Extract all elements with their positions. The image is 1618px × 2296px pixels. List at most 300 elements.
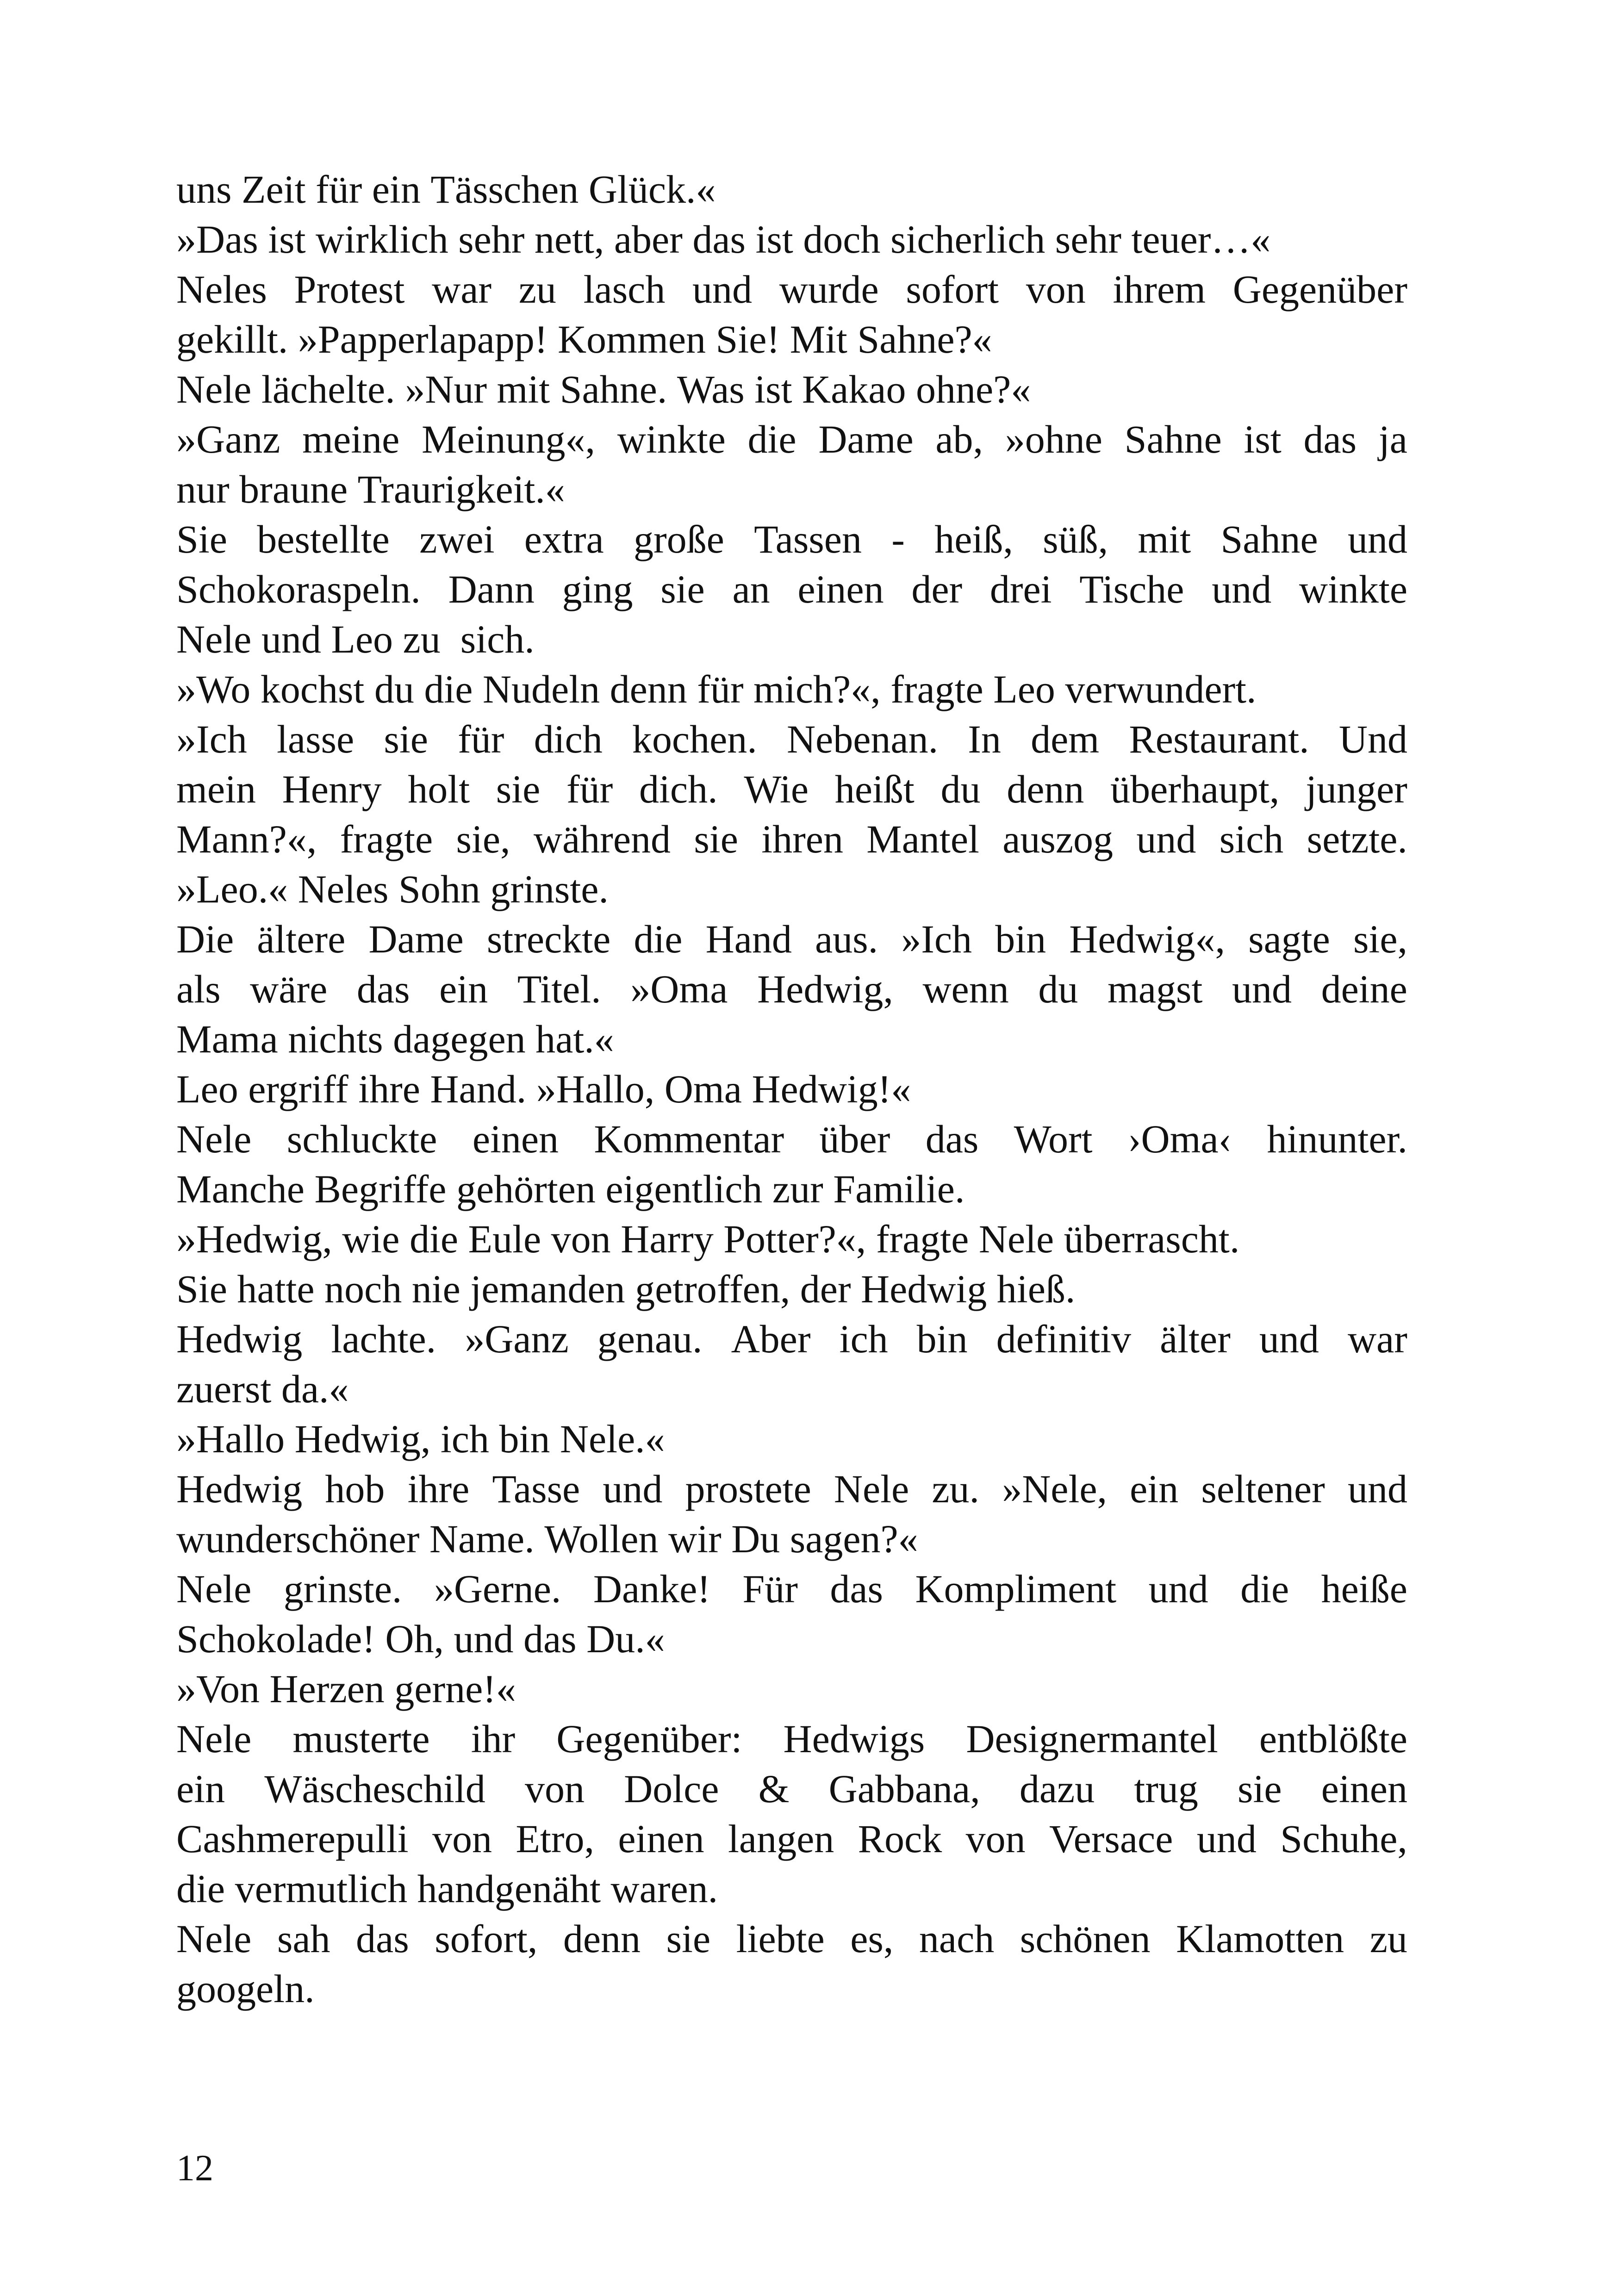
word: sicherlich xyxy=(890,217,1045,261)
word: braune xyxy=(239,467,348,511)
text-line xyxy=(176,664,1407,714)
word: einen xyxy=(797,567,884,611)
word: Versace xyxy=(1049,1817,1173,1861)
word: bin xyxy=(995,917,1046,961)
word: handgenäht xyxy=(417,1867,601,1911)
word: das xyxy=(925,1117,979,1161)
word: fragte xyxy=(340,817,433,861)
word: die xyxy=(747,417,797,461)
word: Harry xyxy=(621,1217,714,1261)
word: nur xyxy=(176,467,230,511)
word: - xyxy=(891,517,905,561)
word: Hedwig xyxy=(176,1317,303,1361)
word: »Leo.« xyxy=(176,867,288,911)
word: »Das xyxy=(176,217,258,261)
word: holt xyxy=(408,767,470,811)
word: liebte xyxy=(736,1916,825,1961)
word: Eule xyxy=(468,1217,541,1261)
word: Hand. xyxy=(430,1067,527,1111)
text-line xyxy=(176,764,1407,814)
word: hob xyxy=(325,1467,385,1511)
word: aber xyxy=(614,217,683,261)
word: denn xyxy=(610,667,687,711)
text-line xyxy=(176,1414,1407,1464)
word: Nele xyxy=(176,617,252,661)
word: und xyxy=(1347,1467,1407,1511)
word: Nebenan. xyxy=(786,717,939,761)
word: googeln. xyxy=(176,1966,315,2011)
text-line xyxy=(176,164,1407,214)
word: das xyxy=(356,1916,409,1961)
word: dazu xyxy=(1019,1767,1095,1811)
word: teuer…« xyxy=(1131,217,1271,261)
word: winkte xyxy=(617,417,726,461)
word: heiße xyxy=(1321,1567,1407,1611)
word: für xyxy=(566,767,613,811)
word: »Ich xyxy=(901,917,972,961)
word: mich?«, xyxy=(753,667,881,711)
word: verwundert. xyxy=(1065,667,1257,711)
word: drei xyxy=(989,567,1052,611)
word: sofort, xyxy=(435,1916,538,1961)
word: junger xyxy=(1306,767,1407,811)
word: ja xyxy=(1378,417,1407,461)
word: und xyxy=(1232,967,1292,1011)
word: überrascht. xyxy=(1064,1217,1240,1261)
word: süß, xyxy=(1043,517,1108,561)
word: Hand xyxy=(705,917,792,961)
text-line xyxy=(176,514,1407,564)
word: dich xyxy=(534,717,603,761)
word: ihr xyxy=(471,1717,516,1761)
word: Sahne xyxy=(1220,517,1318,561)
word: das xyxy=(356,967,410,1011)
word: Nele xyxy=(176,1717,252,1761)
text-line xyxy=(176,1714,1407,1764)
text-line xyxy=(176,1764,1407,1814)
word: von xyxy=(551,1217,611,1261)
word: Familie. xyxy=(833,1167,965,1211)
text-line xyxy=(176,1114,1407,1164)
word: Manche xyxy=(176,1167,305,1211)
word: wie xyxy=(342,1217,400,1261)
word: »Hedwig, xyxy=(176,1217,332,1261)
text-line xyxy=(176,214,1407,264)
word: denn xyxy=(1007,767,1084,811)
word: Zeit xyxy=(241,167,306,212)
word: von xyxy=(524,1767,585,1811)
word: Gegenüber: xyxy=(556,1717,742,1761)
word: überhaupt, xyxy=(1110,767,1280,811)
word: Nudeln xyxy=(482,667,600,711)
word: Sie! xyxy=(716,317,780,361)
word: ist xyxy=(754,367,792,411)
word: & xyxy=(758,1767,790,1811)
word: zwei xyxy=(419,517,495,561)
text-line xyxy=(176,1864,1407,1914)
text-line xyxy=(176,1564,1407,1614)
word: hatte xyxy=(237,1267,315,1311)
word: hat.« xyxy=(535,1017,614,1061)
word: sie xyxy=(1238,1767,1282,1811)
word: ein xyxy=(372,167,421,212)
text-line xyxy=(176,1364,1407,1414)
word: du xyxy=(940,767,981,811)
word: Tasse xyxy=(492,1467,580,1511)
word: lasch xyxy=(583,267,666,311)
word: seltener xyxy=(1201,1467,1325,1511)
word: Hedwig xyxy=(861,1267,987,1311)
text-line xyxy=(176,614,1407,664)
word: nichts xyxy=(288,1017,383,1061)
word: wenn xyxy=(922,967,1009,1011)
word: Hedwig xyxy=(176,1467,303,1511)
word: die xyxy=(424,667,473,711)
word: Leo xyxy=(331,617,393,661)
word: wäre xyxy=(250,967,328,1011)
word: dem xyxy=(1031,717,1100,761)
word: von xyxy=(965,1817,1026,1861)
word: heißt xyxy=(834,767,915,811)
word: sich xyxy=(1219,817,1284,861)
word: mit xyxy=(1138,517,1191,561)
word: und xyxy=(1212,567,1272,611)
word: Restaurant. xyxy=(1129,717,1309,761)
word: ›Oma‹ xyxy=(1127,1117,1232,1161)
word: lachte. xyxy=(331,1317,436,1361)
text-line xyxy=(176,714,1407,764)
word: genau. xyxy=(597,1317,703,1361)
word: sagte xyxy=(1248,917,1330,961)
text-line xyxy=(176,1964,1407,2014)
word: Nele xyxy=(176,1567,252,1611)
word: Was xyxy=(677,367,745,411)
word: Die xyxy=(176,917,234,961)
text-line xyxy=(176,414,1407,464)
word: du xyxy=(1038,967,1078,1011)
word: Dann xyxy=(448,567,535,611)
word: die xyxy=(1240,1567,1289,1611)
word: fragte xyxy=(876,1217,969,1261)
word: Hedwigs xyxy=(783,1717,925,1761)
word: sehr xyxy=(1055,217,1122,261)
word: ältere xyxy=(257,917,346,961)
word: »Oma xyxy=(630,967,728,1011)
word: bin xyxy=(499,1417,550,1461)
word: ist xyxy=(1244,417,1282,461)
text-line xyxy=(176,1314,1407,1364)
word: wurde xyxy=(779,267,879,311)
word: musterte xyxy=(292,1717,430,1761)
word: Mit xyxy=(790,317,847,361)
word: meine xyxy=(302,417,400,461)
word: große xyxy=(634,517,724,561)
word: einen xyxy=(472,1117,559,1161)
word: Etro, xyxy=(516,1817,594,1861)
word: kochen. xyxy=(632,717,757,761)
word: Sie xyxy=(176,1267,227,1311)
word: Traurigkeit.« xyxy=(357,467,565,511)
word: Kakao xyxy=(802,367,906,411)
word: es, xyxy=(850,1916,894,1961)
word: die xyxy=(409,1217,459,1261)
text-line xyxy=(176,864,1407,914)
word: fragte xyxy=(890,667,983,711)
text-line xyxy=(176,814,1407,864)
word: war xyxy=(1347,1317,1407,1361)
word: und xyxy=(692,267,753,311)
word: sie xyxy=(384,717,428,761)
word: und xyxy=(603,1467,663,1511)
word: und xyxy=(1196,1817,1257,1861)
word: Neles xyxy=(176,267,267,311)
word: Herzen xyxy=(269,1667,385,1711)
text-line xyxy=(176,264,1407,314)
word: das xyxy=(523,1617,577,1661)
word: Neles xyxy=(298,867,389,911)
word: entblößte xyxy=(1259,1717,1407,1761)
word: einen xyxy=(618,1817,704,1861)
word: Klamotten xyxy=(1176,1916,1344,1961)
word: bin xyxy=(916,1317,968,1361)
word: sehr xyxy=(458,217,525,261)
word: Schokolade! xyxy=(176,1617,375,1661)
word: Nele xyxy=(176,1916,252,1961)
text-line xyxy=(176,364,1407,414)
word: auszog xyxy=(1002,817,1114,861)
word: ging xyxy=(562,567,633,611)
word: Sohn xyxy=(398,867,480,911)
word: prostete xyxy=(685,1467,811,1511)
word: an xyxy=(732,567,770,611)
word: Nele xyxy=(978,1217,1054,1261)
word: »Ich xyxy=(176,717,247,761)
word: zu xyxy=(1369,1916,1407,1961)
text-line xyxy=(176,964,1407,1014)
word: Nele xyxy=(176,367,252,411)
word: Designermantel xyxy=(966,1717,1218,1761)
word: Henry xyxy=(282,767,382,811)
word: sie, xyxy=(456,817,510,861)
word: und xyxy=(261,617,321,661)
word: magst xyxy=(1107,967,1203,1011)
word: lasse xyxy=(277,717,355,761)
word: du xyxy=(374,667,414,711)
word: Hedwig, xyxy=(757,967,893,1011)
word: über xyxy=(819,1117,890,1161)
word: Wollen xyxy=(544,1517,659,1561)
text-line xyxy=(176,1814,1407,1864)
word: ein xyxy=(1130,1467,1179,1511)
text-line xyxy=(176,1064,1407,1114)
word: der xyxy=(911,567,963,611)
word: Sahne. xyxy=(560,367,667,411)
word: zu xyxy=(518,267,556,311)
word: Du xyxy=(731,1517,780,1561)
word: »Gerne. xyxy=(434,1567,561,1611)
word: wirklich xyxy=(316,217,448,261)
word: extra xyxy=(524,517,604,561)
word: während xyxy=(533,817,671,861)
word: Du.« xyxy=(586,1617,665,1661)
word: Danke! xyxy=(593,1567,710,1611)
word: ihre xyxy=(407,1467,470,1511)
word: eigentlich xyxy=(605,1167,763,1211)
body-text xyxy=(176,164,1407,2014)
word: Kommentar xyxy=(594,1117,784,1161)
word: für xyxy=(315,167,362,212)
word: lächelte. xyxy=(261,367,395,411)
word: Dame xyxy=(818,417,914,461)
word: ich xyxy=(440,1417,489,1461)
word: sie xyxy=(496,767,541,811)
word: setzte. xyxy=(1307,817,1407,861)
word: Rock xyxy=(858,1817,942,1861)
word: kochst xyxy=(260,667,365,711)
word: war xyxy=(432,267,492,311)
word: ihren xyxy=(761,817,843,861)
word: Cashmerepulli xyxy=(176,1817,409,1861)
word: und xyxy=(454,1617,514,1661)
word: gerne!« xyxy=(394,1667,516,1711)
word: streckte xyxy=(486,917,611,961)
word: Dolce xyxy=(624,1767,719,1811)
word: die xyxy=(176,1867,225,1911)
word: grinste. xyxy=(490,867,609,911)
word: Leo xyxy=(993,667,1055,711)
word: schluckte xyxy=(286,1117,437,1161)
word: wir xyxy=(668,1517,722,1561)
word: Wäscheschild xyxy=(264,1767,485,1811)
word: der xyxy=(800,1267,851,1311)
word: nach xyxy=(919,1916,995,1961)
word: In xyxy=(968,717,1001,761)
text-line xyxy=(176,1164,1407,1214)
word: Aber xyxy=(731,1317,811,1361)
word: dich. xyxy=(639,767,718,811)
word: zur xyxy=(772,1167,823,1211)
word: »Von xyxy=(176,1667,260,1711)
word: ist xyxy=(268,217,306,261)
word: »Ganz xyxy=(176,417,280,461)
word: grinste. xyxy=(283,1567,402,1611)
word: ohne?« xyxy=(915,367,1031,411)
word: Titel. xyxy=(517,967,601,1011)
word: ihre xyxy=(358,1067,420,1111)
word: »Ganz xyxy=(465,1317,569,1361)
word: Protest xyxy=(294,267,405,311)
word: noch xyxy=(324,1267,402,1311)
word: gekillt. xyxy=(176,317,288,361)
text-line xyxy=(176,914,1407,964)
text-line xyxy=(176,1664,1407,1714)
word: das xyxy=(1303,417,1357,461)
word: Name. xyxy=(429,1517,535,1561)
word: sie xyxy=(660,567,705,611)
word: Nele xyxy=(176,1117,252,1161)
word: ergriff xyxy=(248,1067,348,1111)
word: Und xyxy=(1338,717,1407,761)
text-line xyxy=(176,1614,1407,1664)
text-line xyxy=(176,1214,1407,1264)
word: Tische xyxy=(1079,567,1184,611)
word: mit xyxy=(497,367,550,411)
word: ab, xyxy=(935,417,983,461)
word: nett, xyxy=(534,217,604,261)
word: ist xyxy=(755,217,793,261)
word: Nele.« xyxy=(560,1417,665,1461)
word: Schuhe, xyxy=(1280,1817,1407,1861)
word: bestellte xyxy=(257,517,390,561)
word: vermutlich xyxy=(235,1867,408,1911)
word: sah xyxy=(277,1916,330,1961)
page-number: 12 xyxy=(176,2148,213,2189)
word: sofort xyxy=(906,267,999,311)
word: die xyxy=(634,917,683,961)
word: Wort xyxy=(1014,1117,1093,1161)
word: Mantel xyxy=(866,817,979,861)
word: und xyxy=(1136,817,1196,861)
word: und xyxy=(1259,1317,1319,1361)
text-line xyxy=(176,314,1407,364)
word: ein xyxy=(176,1767,225,1811)
word: »Nur xyxy=(405,367,487,411)
word: Mama xyxy=(176,1017,278,1061)
text-line xyxy=(176,1914,1407,1964)
word: und xyxy=(1148,1567,1208,1611)
word: zuerst xyxy=(176,1367,272,1411)
word: Gegenüber xyxy=(1232,267,1407,311)
word: sagen?« xyxy=(790,1517,918,1561)
word: Glück.« xyxy=(588,167,716,212)
word: sie, xyxy=(1353,917,1407,961)
word: Hedwig!« xyxy=(752,1067,911,1111)
word: da.« xyxy=(281,1367,349,1411)
word: sie xyxy=(694,817,738,861)
text-line xyxy=(176,1514,1407,1564)
word: Begriffe xyxy=(314,1167,447,1211)
word: jemanden xyxy=(470,1267,625,1311)
word: einen xyxy=(1321,1767,1407,1811)
word: Schokoraspeln. xyxy=(176,567,421,611)
word: hieß. xyxy=(996,1267,1076,1311)
word: »Hallo xyxy=(176,1417,285,1461)
word: deine xyxy=(1321,967,1407,1011)
word: Wie xyxy=(744,767,809,811)
word: von xyxy=(1026,267,1086,311)
word: Tässchen xyxy=(430,167,579,212)
word: Sahne?« xyxy=(857,317,992,361)
word: das xyxy=(692,217,746,261)
text-line xyxy=(176,1464,1407,1514)
word: »Hallo, xyxy=(536,1067,655,1111)
word: Gabbana, xyxy=(828,1767,980,1811)
word: definitiv xyxy=(996,1317,1132,1361)
word: Kompliment xyxy=(915,1567,1117,1611)
word: sie xyxy=(666,1916,711,1961)
word: Sie xyxy=(176,517,227,561)
word: doch xyxy=(803,217,881,261)
word: wunderschöner xyxy=(176,1517,420,1561)
word: dagegen xyxy=(393,1017,526,1061)
word: nie xyxy=(411,1267,461,1311)
word: für xyxy=(697,667,744,711)
word: Hedwig«, xyxy=(1069,917,1225,961)
word: schönen xyxy=(1020,1916,1151,1961)
word: Meinung«, xyxy=(422,417,596,461)
word: Leo xyxy=(176,1067,238,1111)
word: ich xyxy=(839,1317,888,1361)
